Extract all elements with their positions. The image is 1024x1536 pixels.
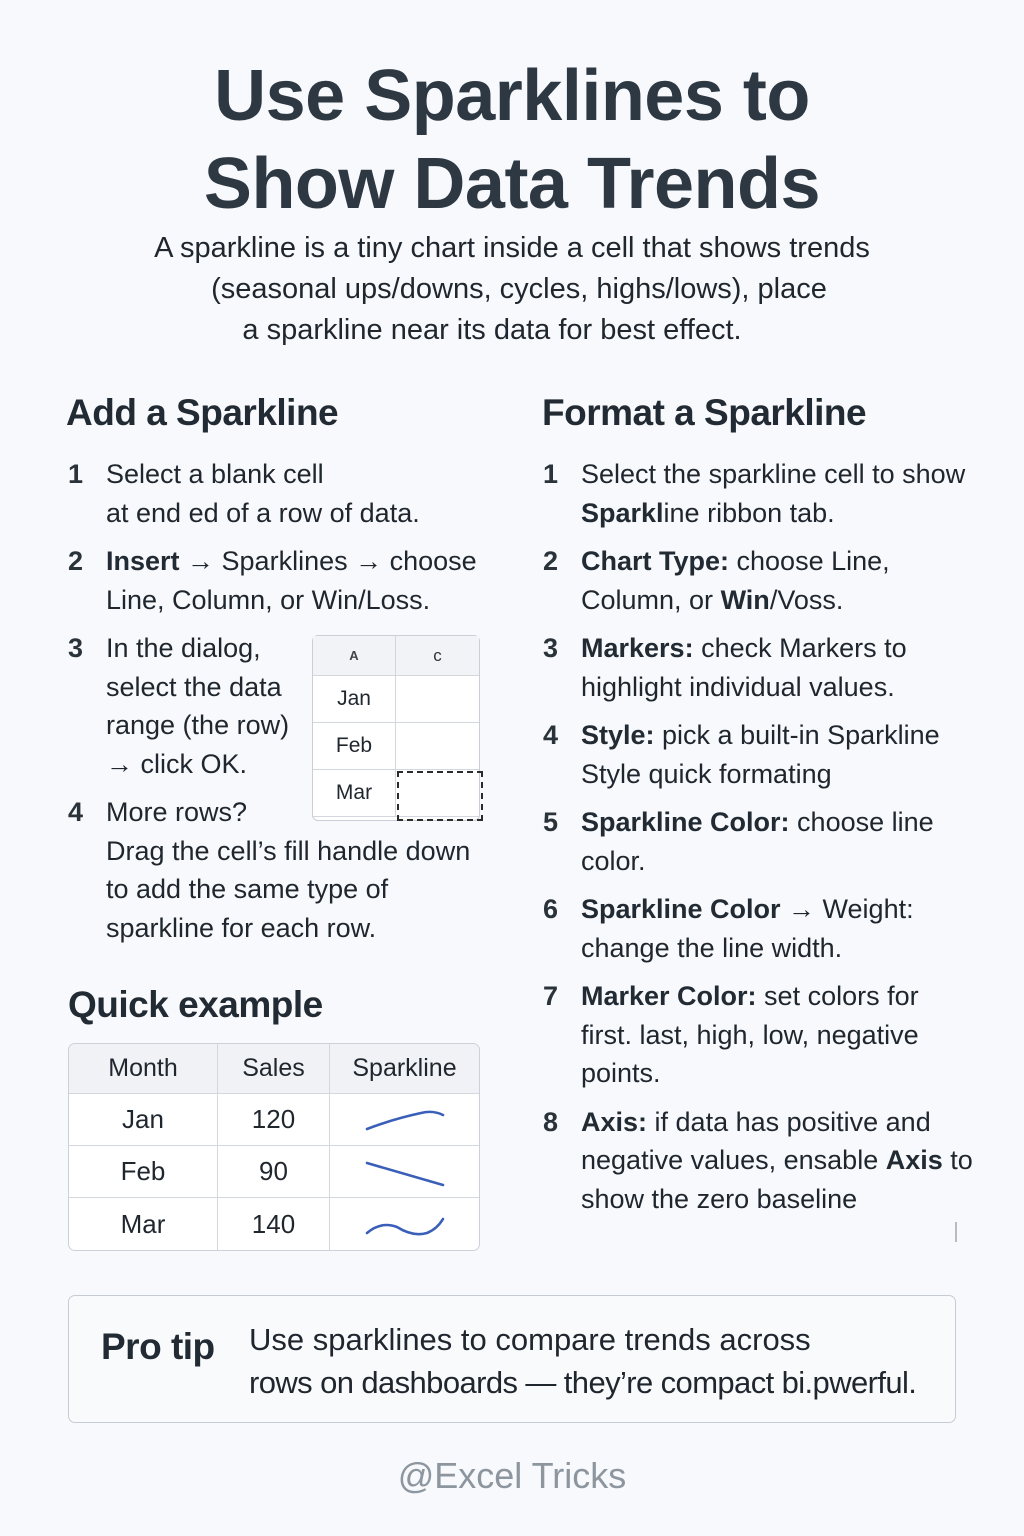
step-bold: Win xyxy=(720,584,770,615)
title-line-2: Show Data Trends xyxy=(203,144,821,224)
mini-cell-empty xyxy=(396,723,479,769)
cell-sparkline xyxy=(330,1146,479,1197)
page-title xyxy=(0,52,1024,228)
add-step-1 xyxy=(68,455,508,532)
selected-cell-dashed-marquee xyxy=(397,771,483,821)
step-text: ine ribbon tab. xyxy=(663,497,835,528)
intro-line-1: A sparkline is a tiny chart inside a cell that shows trends xyxy=(154,232,870,264)
step-number: 3 xyxy=(543,633,559,663)
cell-sales: 140 xyxy=(218,1198,330,1250)
step-text: Drag the cell’s fill handle down to add the same type of sparkline for each row. xyxy=(106,835,471,943)
step-number: 2 xyxy=(68,546,84,576)
pro-tip-line: rows on dashboards — they’re compact bi.pwerful. xyxy=(249,1365,917,1400)
format-step-5 xyxy=(543,803,1003,880)
format-steps-list xyxy=(543,455,1003,1228)
format-step-2 xyxy=(543,542,1003,619)
step-bold: Marker Color: xyxy=(581,981,757,1011)
format-step-8 xyxy=(543,1103,1003,1219)
mini-header-row xyxy=(313,636,479,676)
column-header-month: Month xyxy=(69,1044,218,1093)
mini-row xyxy=(313,723,479,770)
mini-col-a-header: A xyxy=(313,636,396,675)
table-row xyxy=(69,1146,479,1198)
table-row xyxy=(69,1094,479,1146)
mini-cell-empty xyxy=(396,676,479,722)
step-number: 3 xyxy=(68,633,84,663)
sparkline-wave-icon xyxy=(363,1209,447,1239)
step-text: Select the sparkline cell to show xyxy=(581,459,966,489)
step-text: /Voss. xyxy=(769,584,844,615)
step-number: 1 xyxy=(543,459,559,489)
format-step-4 xyxy=(543,716,1003,793)
step-text: choose Line, Column, or xyxy=(581,546,890,615)
mini-spreadsheet-illustration xyxy=(312,635,480,821)
step-text: if data has positive and negative values, ensable xyxy=(581,1106,931,1175)
step-number: 1 xyxy=(68,459,84,489)
cell-sales: 90 xyxy=(218,1146,330,1197)
format-step-7 xyxy=(543,977,1003,1093)
step-number: 4 xyxy=(68,797,84,827)
table-header-row xyxy=(69,1044,479,1094)
step-text: pick a built-in Sparkline Style quick formating xyxy=(581,720,940,789)
step-bold: Sparkline Color: xyxy=(581,807,790,837)
step-text: at end ed of a row of data. xyxy=(106,497,420,528)
mini-col-c-header: c xyxy=(433,645,442,665)
step-text: More rows? xyxy=(106,797,248,827)
step-text: Select a blank cell xyxy=(106,459,324,489)
intro-line-3: a sparkline near its data for best effect. xyxy=(242,314,742,346)
step-bold: Markers: xyxy=(581,633,694,663)
step-number: 2 xyxy=(543,546,559,576)
step-bold: Axis xyxy=(885,1145,943,1175)
stray-divider-mark xyxy=(955,1222,957,1242)
step-text: check Markers to highlight individual values. xyxy=(581,633,907,702)
mini-cell: Mar xyxy=(313,770,396,816)
format-step-3 xyxy=(543,629,1003,706)
footer-handle: @Excel Tricks xyxy=(397,1455,627,1496)
intro-line-2: (seasonal ups/downs, cycles, highs/lows), place xyxy=(211,273,827,305)
step-text: → Weight: change the line width. xyxy=(581,894,914,963)
cell-sales: 120 xyxy=(218,1094,330,1145)
quick-example-table xyxy=(68,1043,480,1251)
step-text: In the dialog, xyxy=(106,633,261,663)
sparkline-down-icon xyxy=(363,1157,447,1187)
pro-tip-line: Use sparklines to compare trends across xyxy=(249,1322,811,1357)
step-number: 6 xyxy=(543,894,559,924)
title-line-1: Use Sparklines to xyxy=(214,56,810,136)
step-text: range (the row) xyxy=(106,710,290,740)
step-bold: Sparkl xyxy=(581,497,664,528)
step-number: 5 xyxy=(543,807,559,837)
column-header-sales: Sales xyxy=(218,1044,330,1093)
sparkline-up-icon xyxy=(363,1105,447,1135)
column-header-sparkline: Sparkline xyxy=(352,1054,457,1082)
step-bold: Sparkline Color xyxy=(581,894,781,924)
step-text: set colors for first. last, high, low, negative points. xyxy=(581,981,919,1088)
cell-month: Feb xyxy=(69,1146,218,1197)
cell-sparkline xyxy=(330,1094,479,1145)
cell-month: Jan xyxy=(69,1094,218,1145)
step-bold: Axis: xyxy=(581,1106,648,1137)
step-text: → Sparklines → choose Line, Column, or Win/Loss. xyxy=(106,546,477,615)
quick-example-heading: Quick example xyxy=(68,984,323,1025)
cell-month: Mar xyxy=(69,1198,218,1250)
pro-tip-callout xyxy=(68,1295,956,1423)
cell-sparkline xyxy=(330,1198,479,1250)
intro-paragraph xyxy=(0,228,1024,351)
step-bold: Chart Type: xyxy=(581,546,730,576)
format-sparkline-heading: Format a Sparkline xyxy=(542,392,867,433)
mini-cell: Feb xyxy=(313,723,396,769)
step-text: select the data xyxy=(106,671,282,702)
format-step-1 xyxy=(543,455,1003,532)
table-row xyxy=(69,1198,479,1250)
step-bold: Style: xyxy=(581,720,655,750)
step-bold: Insert xyxy=(106,546,180,576)
step-text: to show the zero baseline xyxy=(581,1145,973,1214)
step-number: 7 xyxy=(543,981,559,1011)
add-sparkline-heading: Add a Sparkline xyxy=(66,392,339,433)
pro-tip-label: Pro tip xyxy=(101,1326,215,1367)
step-number: 8 xyxy=(543,1106,559,1137)
mini-row xyxy=(313,676,479,723)
mini-cell: Jan xyxy=(313,676,396,722)
step-number: 4 xyxy=(543,720,559,750)
step-text: → click OK. xyxy=(106,748,248,779)
pro-tip-message xyxy=(249,1318,916,1404)
format-step-6 xyxy=(543,890,1003,967)
add-step-2 xyxy=(68,542,508,619)
step-text: choose line color. xyxy=(581,807,934,876)
